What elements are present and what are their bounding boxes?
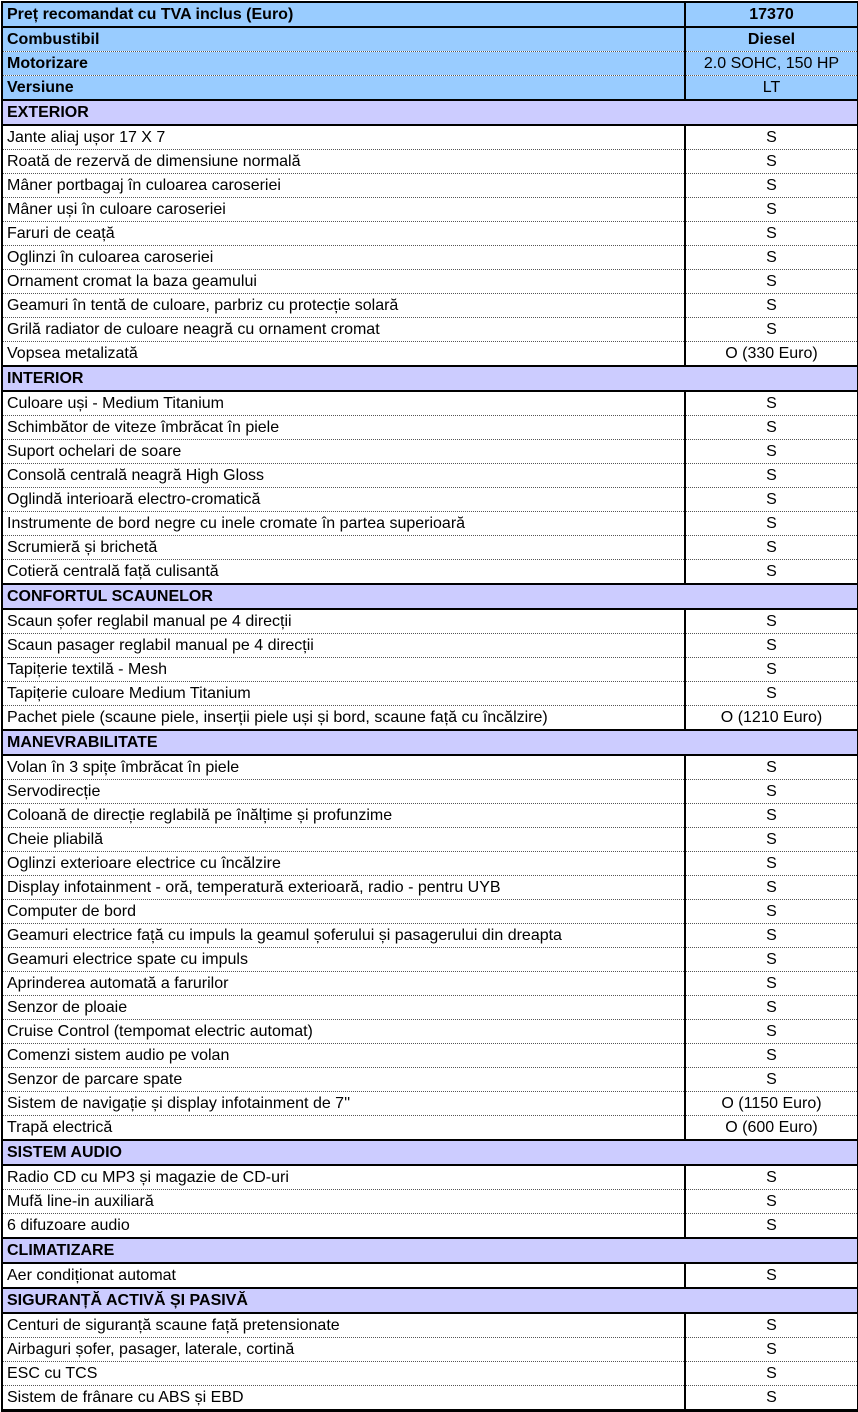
feature-label: Schimbător de viteze îmbrăcat în piele xyxy=(2,416,685,440)
section-title: MANEVRABILITATE xyxy=(2,730,858,755)
feature-availability: S xyxy=(685,416,858,440)
feature-label: Senzor de ploaie xyxy=(2,996,685,1020)
feature-availability: S xyxy=(685,755,858,780)
table-row xyxy=(2,488,858,512)
table-row xyxy=(2,900,858,924)
feature-availability: S xyxy=(685,1020,858,1044)
table-row xyxy=(2,1020,858,1044)
feature-availability: S xyxy=(685,1214,858,1239)
header-value: 2.0 SOHC, 150 HP xyxy=(685,52,858,76)
section-header-row xyxy=(2,730,858,755)
feature-label: Trapă electrică xyxy=(2,1116,685,1141)
feature-availability: S xyxy=(685,1338,858,1362)
feature-availability: O (1210 Euro) xyxy=(685,706,858,731)
feature-availability: S xyxy=(685,658,858,682)
feature-label: Aer condiționat automat xyxy=(2,1263,685,1288)
section-title: SISTEM AUDIO xyxy=(2,1140,858,1165)
header-label: Preț recomandat cu TVA inclus (Euro) xyxy=(2,2,685,27)
feature-label: Geamuri electrice spate cu impuls xyxy=(2,948,685,972)
table-row xyxy=(2,125,858,150)
section-title: SIGURANȚĂ ACTIVĂ ȘI PASIVĂ xyxy=(2,1288,858,1313)
feature-availability: S xyxy=(685,246,858,270)
table-row xyxy=(2,150,858,174)
feature-label: Oglindă interioară electro-cromatică xyxy=(2,488,685,512)
table-row xyxy=(2,876,858,900)
feature-availability: O (330 Euro) xyxy=(685,342,858,367)
header-label: Versiune xyxy=(2,76,685,101)
feature-label: Cruise Control (tempomat electric automat) xyxy=(2,1020,685,1044)
feature-label: Sistem de frânare cu ABS și EBD xyxy=(2,1386,685,1411)
feature-label: Scaun pasager reglabil manual pe 4 direcții xyxy=(2,634,685,658)
feature-label: Comenzi sistem audio pe volan xyxy=(2,1044,685,1068)
feature-availability: S xyxy=(685,972,858,996)
feature-availability: S xyxy=(685,924,858,948)
table-row xyxy=(2,464,858,488)
feature-availability: S xyxy=(685,464,858,488)
table-row xyxy=(2,1092,858,1116)
feature-label: Oglinzi în culoarea caroseriei xyxy=(2,246,685,270)
feature-availability: S xyxy=(685,1165,858,1190)
feature-label: Airbaguri șofer, pasager, laterale, cortină xyxy=(2,1338,685,1362)
table-row xyxy=(2,222,858,246)
feature-availability: S xyxy=(685,174,858,198)
table-row xyxy=(2,924,858,948)
feature-availability: O (1150 Euro) xyxy=(685,1092,858,1116)
table-row xyxy=(2,1068,858,1092)
feature-availability: S xyxy=(685,948,858,972)
table-row xyxy=(2,246,858,270)
feature-availability: S xyxy=(685,1190,858,1214)
feature-label: Cheie pliabilă xyxy=(2,828,685,852)
feature-availability: S xyxy=(685,1044,858,1068)
table-row xyxy=(2,682,858,706)
section-header-row xyxy=(2,100,858,125)
table-row xyxy=(2,1214,858,1239)
table-row xyxy=(2,536,858,560)
feature-label: Sistem de navigație și display infotainment de 7'' xyxy=(2,1092,685,1116)
feature-label: Pachet piele (scaune piele, inserții piele uși și bord, scaune față cu încălzire) xyxy=(2,706,685,731)
feature-availability: S xyxy=(685,536,858,560)
feature-label: Centuri de siguranță scaune față pretensionate xyxy=(2,1313,685,1338)
feature-availability: S xyxy=(685,294,858,318)
table-row xyxy=(2,318,858,342)
table-row xyxy=(2,948,858,972)
feature-label: Geamuri în tentă de culoare, parbriz cu protecție solară xyxy=(2,294,685,318)
section-title: EXTERIOR xyxy=(2,100,858,125)
table-row xyxy=(2,1386,858,1411)
table-row xyxy=(2,1044,858,1068)
feature-label: Mufă line-in auxiliară xyxy=(2,1190,685,1214)
feature-availability: O (600 Euro) xyxy=(685,1116,858,1141)
section-header-row xyxy=(2,1140,858,1165)
feature-availability: S xyxy=(685,125,858,150)
feature-label: Vopsea metalizată xyxy=(2,342,685,367)
feature-availability: S xyxy=(685,512,858,536)
feature-label: Scaun șofer reglabil manual pe 4 direcții xyxy=(2,609,685,634)
table-row xyxy=(2,391,858,416)
feature-label: Consolă centrală neagră High Gloss xyxy=(2,464,685,488)
table-row xyxy=(2,342,858,367)
feature-label: Jante aliaj ușor 17 X 7 xyxy=(2,125,685,150)
header-row xyxy=(2,27,858,52)
table-row xyxy=(2,174,858,198)
feature-availability: S xyxy=(685,1362,858,1386)
feature-availability: S xyxy=(685,440,858,464)
table-row xyxy=(2,852,858,876)
section-title: CLIMATIZARE xyxy=(2,1238,858,1263)
feature-label: Instrumente de bord negre cu inele cromate în partea superioară xyxy=(2,512,685,536)
feature-label: Grilă radiator de culoare neagră cu ornament cromat xyxy=(2,318,685,342)
feature-availability: S xyxy=(685,828,858,852)
table-row xyxy=(2,804,858,828)
feature-label: Cotieră centrală față culisantă xyxy=(2,560,685,585)
feature-label: Geamuri electrice față cu impuls la geamul șoferului și pasagerului din dreapta xyxy=(2,924,685,948)
spec-table-body xyxy=(2,2,858,1411)
section-title: CONFORTUL SCAUNELOR xyxy=(2,584,858,609)
table-row xyxy=(2,294,858,318)
feature-availability: S xyxy=(685,198,858,222)
feature-label: Culoare uși - Medium Titanium xyxy=(2,391,685,416)
section-header-row xyxy=(2,1288,858,1313)
feature-label: Suport ochelari de soare xyxy=(2,440,685,464)
feature-availability: S xyxy=(685,634,858,658)
table-row xyxy=(2,1116,858,1141)
feature-availability: S xyxy=(685,270,858,294)
feature-label: Mâner portbagaj în culoarea caroseriei xyxy=(2,174,685,198)
feature-label: Faruri de ceață xyxy=(2,222,685,246)
feature-label: Coloană de direcție reglabilă pe înălțime și profunzime xyxy=(2,804,685,828)
feature-label: Tapițerie textilă - Mesh xyxy=(2,658,685,682)
table-row xyxy=(2,1165,858,1190)
feature-label: Scrumieră și brichetă xyxy=(2,536,685,560)
table-row xyxy=(2,198,858,222)
feature-availability: S xyxy=(685,391,858,416)
feature-label: Oglinzi exterioare electrice cu încălzire xyxy=(2,852,685,876)
feature-availability: S xyxy=(685,1313,858,1338)
feature-availability: S xyxy=(685,996,858,1020)
table-row xyxy=(2,1362,858,1386)
feature-availability: S xyxy=(685,852,858,876)
feature-availability: S xyxy=(685,1386,858,1411)
feature-label: Senzor de parcare spate xyxy=(2,1068,685,1092)
feature-availability: S xyxy=(685,1068,858,1092)
feature-label: Display infotainment - oră, temperatură exterioară, radio - pentru UYB xyxy=(2,876,685,900)
table-row xyxy=(2,1190,858,1214)
feature-availability: S xyxy=(685,780,858,804)
feature-availability: S xyxy=(685,1263,858,1288)
table-row xyxy=(2,1338,858,1362)
table-row xyxy=(2,706,858,731)
feature-availability: S xyxy=(685,682,858,706)
header-label: Combustibil xyxy=(2,27,685,52)
feature-availability: S xyxy=(685,222,858,246)
feature-label: Radio CD cu MP3 și magazie de CD-uri xyxy=(2,1165,685,1190)
feature-availability: S xyxy=(685,150,858,174)
feature-label: Aprinderea automată a farurilor xyxy=(2,972,685,996)
table-row xyxy=(2,634,858,658)
table-row xyxy=(2,996,858,1020)
section-header-row xyxy=(2,1238,858,1263)
table-row xyxy=(2,658,858,682)
section-title: INTERIOR xyxy=(2,366,858,391)
header-value: Diesel xyxy=(685,27,858,52)
table-row xyxy=(2,780,858,804)
table-row xyxy=(2,1313,858,1338)
feature-label: Volan în 3 spițe îmbrăcat în piele xyxy=(2,755,685,780)
section-header-row xyxy=(2,366,858,391)
table-row xyxy=(2,609,858,634)
feature-availability: S xyxy=(685,876,858,900)
table-row xyxy=(2,972,858,996)
header-value: LT xyxy=(685,76,858,101)
feature-label: ESC cu TCS xyxy=(2,1362,685,1386)
feature-label: Computer de bord xyxy=(2,900,685,924)
header-row xyxy=(2,76,858,101)
table-row xyxy=(2,560,858,585)
feature-label: 6 difuzoare audio xyxy=(2,1214,685,1239)
feature-availability: S xyxy=(685,900,858,924)
feature-label: Servodirecție xyxy=(2,780,685,804)
feature-label: Mâner uși în culoare caroseriei xyxy=(2,198,685,222)
feature-availability: S xyxy=(685,318,858,342)
header-label: Motorizare xyxy=(2,52,685,76)
table-row xyxy=(2,828,858,852)
table-row xyxy=(2,755,858,780)
table-row xyxy=(2,270,858,294)
table-row xyxy=(2,1263,858,1288)
table-row xyxy=(2,512,858,536)
header-value: 17370 xyxy=(685,2,858,27)
feature-label: Tapițerie culoare Medium Titanium xyxy=(2,682,685,706)
feature-availability: S xyxy=(685,488,858,512)
section-header-row xyxy=(2,584,858,609)
table-row xyxy=(2,416,858,440)
header-row xyxy=(2,2,858,27)
table-row xyxy=(2,440,858,464)
spec-table xyxy=(1,1,858,1412)
feature-availability: S xyxy=(685,609,858,634)
feature-availability: S xyxy=(685,560,858,585)
header-row xyxy=(2,52,858,76)
feature-label: Ornament cromat la baza geamului xyxy=(2,270,685,294)
feature-availability: S xyxy=(685,804,858,828)
feature-label: Roată de rezervă de dimensiune normală xyxy=(2,150,685,174)
